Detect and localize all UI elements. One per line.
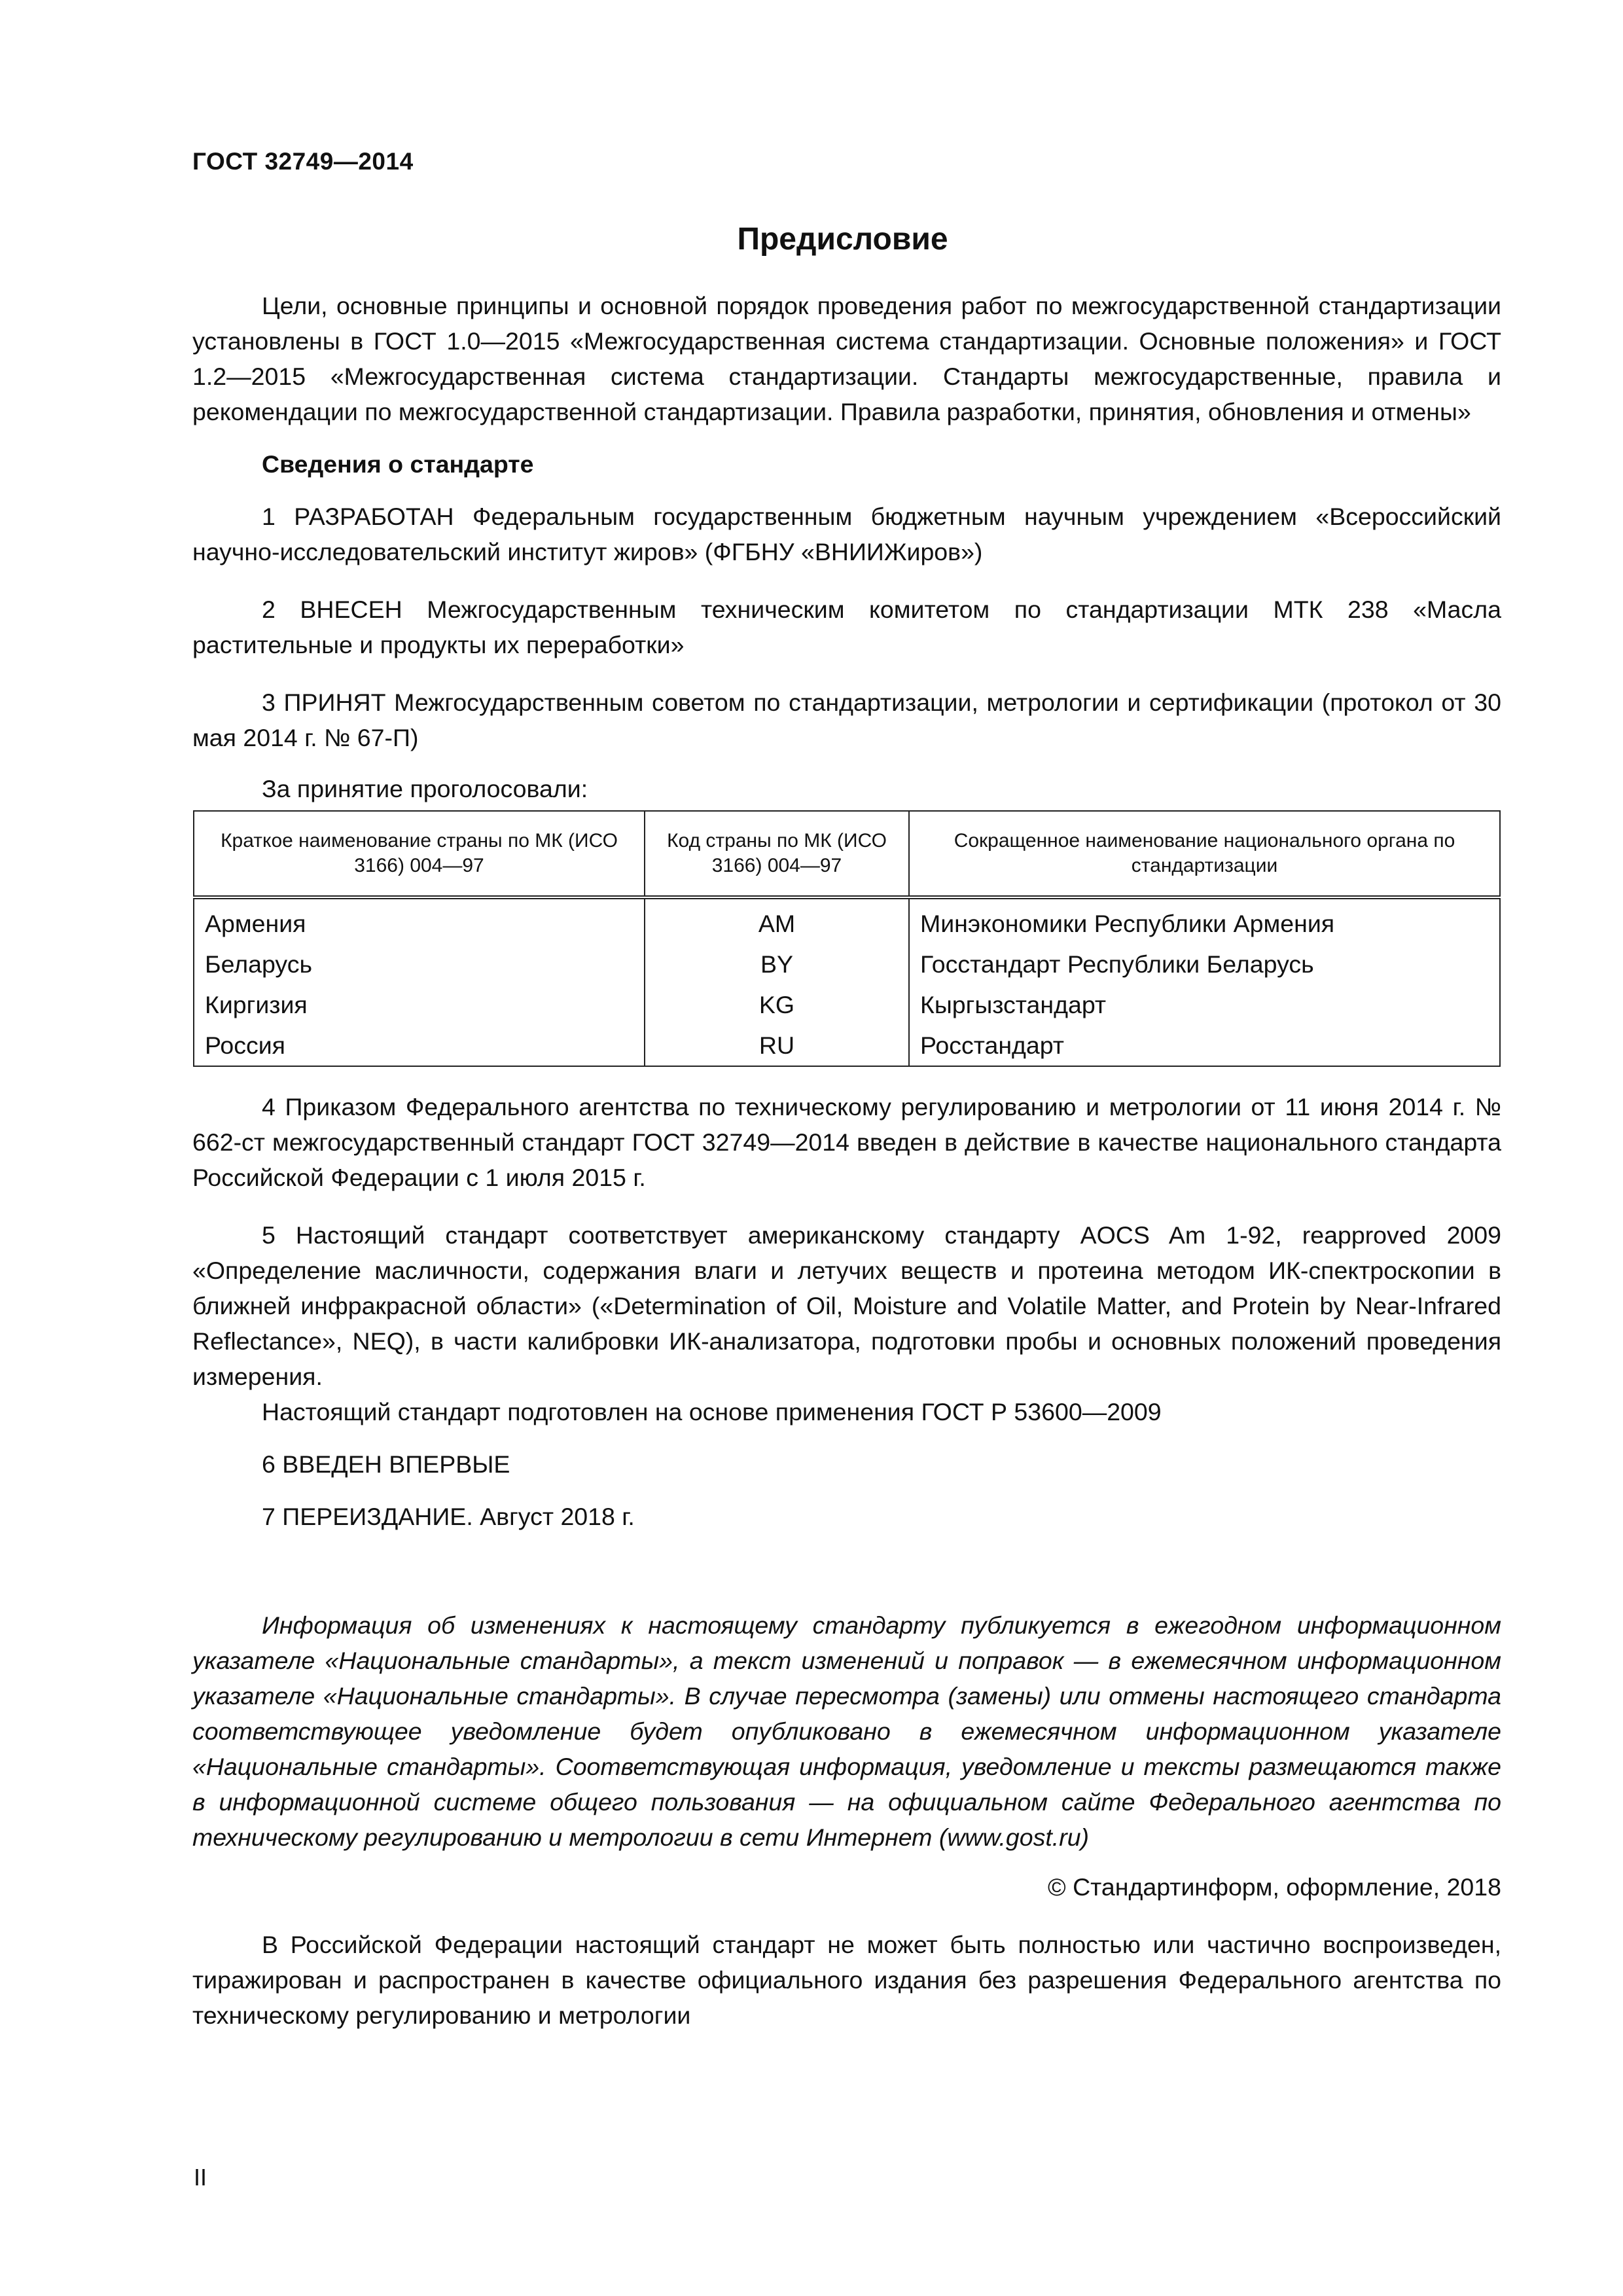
copyright-line: © Стандартинформ, оформление, 2018 xyxy=(1048,1873,1501,1901)
page-title: Предисловие xyxy=(737,222,948,257)
changes-notice: Информация об изменениях к настоящему стандарту публикуется в ежегодном информационном указателе «Национальные стандарты», а текст изменений и поправок — в ежемесячном информационном указателе «Национальные стандарты». В случае пересмотра (замены) или отмены настоящего стандарта соответствующее уведомление будет опубликовано в ежемесячном информационном указателе «Национальные стандарты». Соответствующая информация, уведомление и тексты размещаются также в информационной системе общего пользования — на официальном сайте Федерального агентства по техническому регулированию и метрологии в сети Интернет (www.gost.ru) xyxy=(192,1611,1501,1851)
table-row xyxy=(194,1025,1500,1066)
table-cell-authority: Росстандарт xyxy=(909,1025,1500,1066)
countries-table xyxy=(193,810,1501,1067)
item-2-paragraph: 2 ВНЕСЕН Межгосударственным техническим комитетом по стандартизации МТК 238 «Масла растительные и продукты их переработки» xyxy=(192,596,1501,658)
table-cell-authority: Минэкономики Республики Армения xyxy=(909,897,1500,944)
restriction-paragraph: В Российской Федерации настоящий стандарт не может быть полностью или частично воспроизведен, тиражирован и распространен в качестве официального издания без разрешения Федерального агентства по техническому регулированию и метрологии xyxy=(192,1931,1501,2029)
table-row xyxy=(194,944,1500,984)
item-6-paragraph: 6 ВВЕДЕН ВПЕРВЫЕ xyxy=(262,1450,510,1478)
item-4-paragraph: 4 Приказом Федерального агентства по техническому регулированию и метрологии от 11 июня 2014 г. № 662-ст межгосударственный стандарт ГОСТ 32749—2014 введен в действие в качестве национального стандарта Российской Федерации с 1 июля 2015 г. xyxy=(192,1093,1501,1191)
table-cell-code: BY xyxy=(645,944,909,984)
item-5b-paragraph: Настоящий стандарт подготовлен на основе применения ГОСТ Р 53600—2009 xyxy=(262,1398,1162,1426)
table-cell-authority: Кыргызстандарт xyxy=(909,984,1500,1025)
document-body xyxy=(192,288,1501,2033)
table-cell-code: RU xyxy=(645,1025,909,1066)
table-header-row xyxy=(194,811,1500,897)
table-cell-code: AM xyxy=(645,897,909,944)
table-cell-country: Россия xyxy=(194,1025,645,1066)
table-cell-country: Армения xyxy=(194,897,645,944)
item-5-paragraph: 5 Настоящий стандарт соответствует американскому стандарту AOCS Am 1-92, reapproved 2009 «Определение масличности, содержания влаги и летучих веществ и протеина методом ИК-спектроскопии в ближней инфракрасной области» («Determination of Oil, Moisture and Volatile Matter, and Protein by Near-Infrared Reflectance», NEQ), в части калибровки ИК-анализатора, подготовки пробы и основных положений проведения измерения. xyxy=(192,1221,1501,1390)
intro-paragraph: Цели, основные принципы и основной порядок проведения работ по межгосударственной стандартизации установлены в ГОСТ 1.0—2015 «Межгосударственная система стандартизации. Основные положения» и ГОСТ 1.2—2015 «Межгосударственная система стандартизации. Стандарты межгосударственные, правила и рекомендации по межгосударственной стандартизации. Правила разработки, принятия, обновления и отмены» xyxy=(192,292,1501,425)
table-cell-authority: Госстандарт Республики Беларусь xyxy=(909,944,1500,984)
vote-line: За принятие проголосовали: xyxy=(262,775,588,802)
document-code: ГОСТ 32749—2014 xyxy=(192,148,414,175)
table-cell-country: Киргизия xyxy=(194,984,645,1025)
table-header-cell: Сокращенное наименование национального органа по стандартизации xyxy=(909,811,1500,897)
table-cell-country: Беларусь xyxy=(194,944,645,984)
item-3-paragraph: 3 ПРИНЯТ Межгосударственным советом по стандартизации, метрологии и сертификации (протокол от 30 мая 2014 г. № 67-П) xyxy=(192,689,1501,751)
page-number: II xyxy=(194,2164,207,2191)
item-7-paragraph: 7 ПЕРЕИЗДАНИЕ. Август 2018 г. xyxy=(262,1503,635,1530)
table-row xyxy=(194,984,1500,1025)
item-1-paragraph: 1 РАЗРАБОТАН Федеральным государственным бюджетным научным учреждением «Всероссийский научно-исследовательский институт жиров» (ФГБНУ «ВНИИЖиров») xyxy=(192,503,1501,565)
table-cell-code: KG xyxy=(645,984,909,1025)
table-header-cell: Код страны по МК (ИСО 3166) 004—97 xyxy=(645,811,909,897)
table-header-cell: Краткое наименование страны по МК (ИСО 3166) 004—97 xyxy=(194,811,645,897)
info-heading: Сведения о стандарте xyxy=(262,450,534,478)
table-row xyxy=(194,897,1500,944)
